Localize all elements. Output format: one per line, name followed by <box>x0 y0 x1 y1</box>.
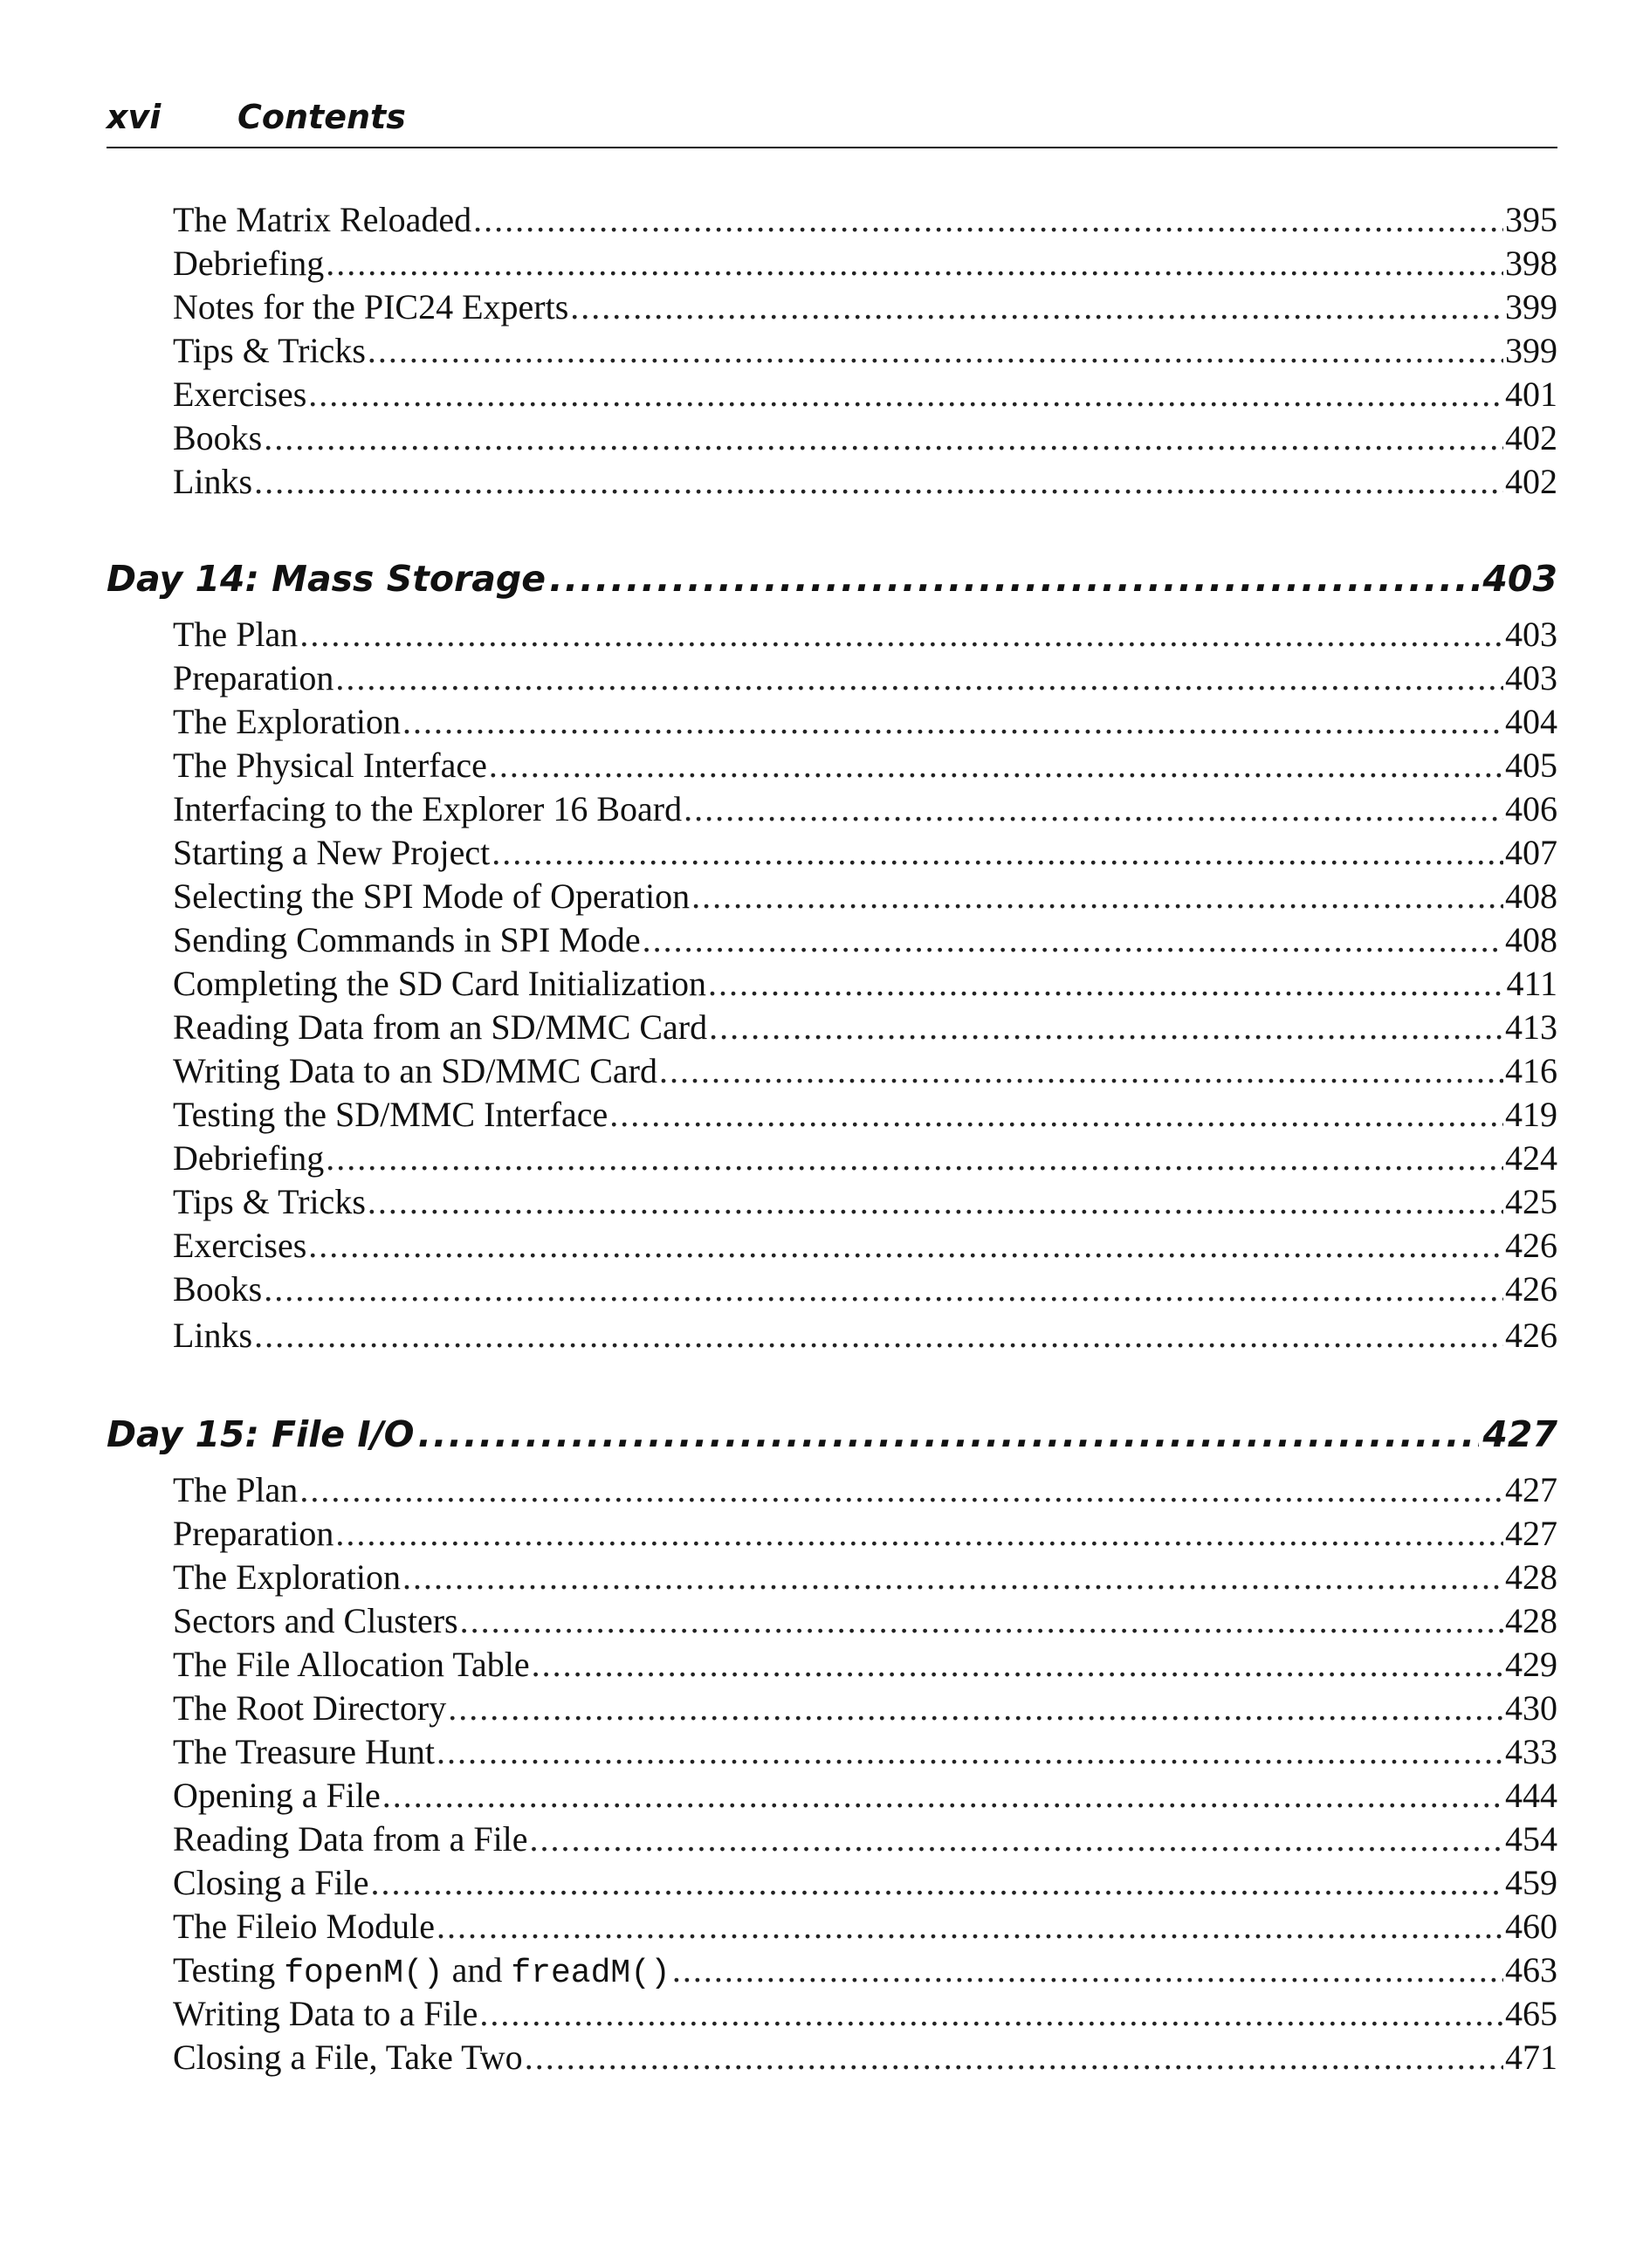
toc-entry[interactable] <box>173 1948 1557 1992</box>
toc-entry-title: Selecting the SPI Mode of Operation <box>173 876 691 916</box>
toc-entry-title: The Plan <box>173 1470 299 1509</box>
chapter-page: 427 <box>1482 1413 1557 1455</box>
dot-leader <box>326 242 1503 285</box>
dot-leader <box>525 2036 1503 2079</box>
toc-entry-page: 403 <box>1505 658 1557 698</box>
toc-entry-title: Books <box>173 1269 263 1309</box>
toc-entry-page: 402 <box>1505 462 1557 501</box>
toc-entry-page: 416 <box>1505 1051 1557 1090</box>
toc-entry-page: 402 <box>1505 418 1557 457</box>
dot-leader <box>530 1818 1503 1861</box>
toc-entry[interactable] <box>173 1992 1557 2036</box>
chapter-page: 403 <box>1482 558 1557 600</box>
toc-entry-page: 426 <box>1505 1226 1557 1265</box>
dot-leader <box>402 700 1503 744</box>
toc-entry-title: Exercises <box>173 1226 307 1265</box>
toc-entry[interactable] <box>173 1730 1557 1774</box>
dot-leader <box>473 198 1503 242</box>
dot-leader <box>264 1268 1503 1311</box>
toc-entry-title: The Plan <box>173 615 299 654</box>
toc-entry[interactable] <box>173 613 1557 656</box>
toc-entry-title: Testing the SD/MMC Interface <box>173 1095 608 1134</box>
dot-leader <box>254 1314 1503 1357</box>
dot-leader <box>326 1137 1503 1180</box>
toc-entry-title: Tips & Tricks <box>173 1182 366 1221</box>
toc-entry-title: Debriefing <box>173 244 325 283</box>
toc-entry[interactable] <box>173 1861 1557 1905</box>
chapter-heading-day15[interactable] <box>107 1408 1557 1460</box>
toc-entry-page: 471 <box>1505 2038 1557 2077</box>
toc-entry-page: 395 <box>1505 200 1557 239</box>
dot-leader <box>479 1992 1503 2036</box>
toc-entry-page: 407 <box>1505 833 1557 872</box>
toc-entry[interactable] <box>173 1774 1557 1818</box>
dot-leader <box>299 613 1503 656</box>
dot-leader <box>437 1905 1503 1948</box>
toc-entry-title: Sending Commands in SPI Mode <box>173 920 641 959</box>
toc-entry-title: Tips & Tricks <box>173 331 366 370</box>
toc-entry[interactable] <box>173 1818 1557 1861</box>
toc-entry-page: 398 <box>1505 244 1557 283</box>
toc-entry[interactable] <box>173 1006 1557 1049</box>
toc-entry-title: Closing a File <box>173 1863 369 1902</box>
toc-entry-page: 444 <box>1505 1776 1557 1815</box>
running-title: Contents <box>237 98 406 136</box>
toc-entry[interactable] <box>173 1180 1557 1224</box>
dot-leader <box>370 1861 1503 1905</box>
toc-entry-page: 428 <box>1505 1557 1557 1597</box>
toc-entry-title: The Exploration <box>173 702 402 741</box>
toc-entry-title: Debriefing <box>173 1138 325 1178</box>
toc-entry[interactable] <box>173 1512 1557 1556</box>
toc-entry[interactable] <box>173 1687 1557 1730</box>
toc-entry[interactable] <box>173 1224 1557 1268</box>
dot-leader <box>691 875 1503 918</box>
toc-entry-page: 428 <box>1505 1601 1557 1640</box>
dot-leader <box>659 1049 1503 1093</box>
toc-entry-page: 399 <box>1505 287 1557 326</box>
dot-leader <box>609 1093 1503 1137</box>
toc-entry-page: 419 <box>1505 1095 1557 1134</box>
toc-entry[interactable] <box>173 1643 1557 1687</box>
toc-entry-title: Links <box>173 1316 253 1355</box>
toc-entry-title: Interfacing to the Explorer 16 Board <box>173 789 683 828</box>
toc-entry-title: The Fileio Module <box>173 1907 435 1946</box>
title-text: and <box>443 1950 512 1990</box>
dot-leader <box>382 1774 1503 1818</box>
toc-entry[interactable] <box>173 1556 1557 1599</box>
toc-entry-page: 429 <box>1505 1645 1557 1684</box>
dot-leader <box>708 962 1504 1006</box>
toc-entry-title: The Treasure Hunt <box>173 1732 435 1771</box>
dot-leader <box>368 329 1503 373</box>
toc-entry[interactable] <box>173 744 1557 787</box>
toc-entry[interactable] <box>173 285 1557 329</box>
toc-entry-title: Preparation <box>173 658 334 698</box>
toc-entry-page: 413 <box>1505 1007 1557 1047</box>
dot-leader <box>492 831 1503 875</box>
toc-entry[interactable] <box>173 1599 1557 1643</box>
chapter-title: Day 15: File I/O <box>107 1413 415 1455</box>
toc-entry-title: The Root Directory <box>173 1688 447 1728</box>
dot-leader <box>308 1224 1503 1268</box>
dot-leader <box>448 1687 1503 1730</box>
toc-entry-title: Links <box>173 462 253 501</box>
toc-entry-page: 401 <box>1505 375 1557 414</box>
dot-leader <box>335 656 1503 700</box>
dot-leader <box>264 416 1503 460</box>
toc-entry-title: Writing Data to a File <box>173 1994 478 2033</box>
toc-entry-title: Completing the SD Card Initialization <box>173 964 707 1003</box>
code-function-name: freadM() <box>511 1955 670 1992</box>
toc-entry-page: 405 <box>1505 746 1557 785</box>
toc-entry[interactable] <box>173 329 1557 373</box>
toc-entry-title <box>173 1948 670 1996</box>
toc-entry-title: Reading Data from an SD/MMC Card <box>173 1007 708 1047</box>
toc-entry-title: Books <box>173 418 263 457</box>
dot-leader <box>402 1556 1503 1599</box>
running-head <box>107 94 1557 148</box>
toc-entry[interactable] <box>173 1268 1557 1311</box>
dot-leader <box>709 1006 1503 1049</box>
toc-entry-title: Reading Data from a File <box>173 1819 528 1859</box>
dot-leader <box>417 1408 1479 1460</box>
dot-leader <box>460 1599 1503 1643</box>
toc-entry[interactable] <box>173 1093 1557 1137</box>
dot-leader <box>684 787 1503 831</box>
toc-entry[interactable] <box>173 242 1557 285</box>
toc-entry[interactable] <box>173 1468 1557 1512</box>
toc-entry-page: 406 <box>1505 789 1557 828</box>
toc-entry[interactable] <box>173 875 1557 918</box>
toc-entry-page: 463 <box>1505 1950 1557 1990</box>
toc-entry-page: 399 <box>1505 331 1557 370</box>
toc-entry-page: 459 <box>1505 1863 1557 1902</box>
dot-leader <box>643 918 1503 962</box>
dot-leader <box>335 1512 1503 1556</box>
title-text: Testing <box>173 1950 285 1990</box>
toc-entry-title: Starting a New Project <box>173 833 491 872</box>
toc-entry-page: 403 <box>1505 615 1557 654</box>
toc-entry-page: 426 <box>1505 1269 1557 1309</box>
toc-entry-title: The Matrix Reloaded <box>173 200 472 239</box>
toc-entry-title: The File Allocation Table <box>173 1645 530 1684</box>
dot-leader <box>532 1643 1503 1687</box>
toc-entry[interactable] <box>173 1314 1557 1357</box>
toc-entry-page: 411 <box>1506 964 1557 1003</box>
toc-entry-page: 430 <box>1505 1688 1557 1728</box>
toc-entry-page: 408 <box>1505 920 1557 959</box>
toc-entry-title: The Exploration <box>173 1557 402 1597</box>
toc-entry-page: 408 <box>1505 876 1557 916</box>
code-function-name: fopenM() <box>284 1955 443 1992</box>
toc-entry[interactable] <box>173 787 1557 831</box>
dot-leader <box>672 1948 1503 1992</box>
toc-entry[interactable] <box>173 416 1557 460</box>
dot-leader <box>368 1180 1503 1224</box>
dot-leader <box>254 460 1503 504</box>
toc-entry[interactable] <box>173 1137 1557 1180</box>
toc-entry-title: Closing a File, Take Two <box>173 2038 523 2077</box>
toc-entry-page: 454 <box>1505 1819 1557 1859</box>
toc-entry-title: Preparation <box>173 1514 334 1553</box>
toc-entry-title: Notes for the PIC24 Experts <box>173 287 569 326</box>
toc-entry-title: Exercises <box>173 375 307 414</box>
dot-leader <box>437 1730 1503 1774</box>
dot-leader <box>570 285 1503 329</box>
toc-entry-page: 427 <box>1505 1470 1557 1509</box>
dot-leader <box>489 744 1503 787</box>
toc-entry[interactable] <box>173 1049 1557 1093</box>
toc-entry-title: Opening a File <box>173 1776 381 1815</box>
toc-entry-page: 424 <box>1505 1138 1557 1178</box>
toc-entry-page: 404 <box>1505 702 1557 741</box>
toc-entry[interactable] <box>173 2036 1557 2079</box>
toc-entry-page: 465 <box>1505 1994 1557 2033</box>
toc-entry[interactable] <box>173 656 1557 700</box>
chapter-title: Day 14: Mass Storage <box>107 558 547 600</box>
toc-entry-page: 425 <box>1505 1182 1557 1221</box>
toc-entry[interactable] <box>173 918 1557 962</box>
toc-entry[interactable] <box>173 831 1557 875</box>
toc-entry[interactable] <box>173 962 1557 1006</box>
toc-entry-page: 427 <box>1505 1514 1557 1553</box>
chapter-heading-day14[interactable] <box>107 553 1557 605</box>
toc-entry-title: Sectors and Clusters <box>173 1601 458 1640</box>
toc-entry[interactable] <box>173 198 1557 242</box>
toc-entry[interactable] <box>173 460 1557 504</box>
toc-entry[interactable] <box>173 700 1557 744</box>
page-folio: xvi <box>107 98 162 136</box>
toc-entry-page: 426 <box>1505 1316 1557 1355</box>
dot-leader <box>299 1468 1503 1512</box>
toc-entry-title: The Physical Interface <box>173 746 487 785</box>
dot-leader <box>308 373 1503 416</box>
dot-leader <box>549 553 1479 605</box>
toc-entry-page: 460 <box>1505 1907 1557 1946</box>
toc-entry-title: Writing Data to an SD/MMC Card <box>173 1051 657 1090</box>
toc-entry[interactable] <box>173 373 1557 416</box>
toc-entry[interactable] <box>173 1905 1557 1948</box>
toc-entry-page: 433 <box>1505 1732 1557 1771</box>
